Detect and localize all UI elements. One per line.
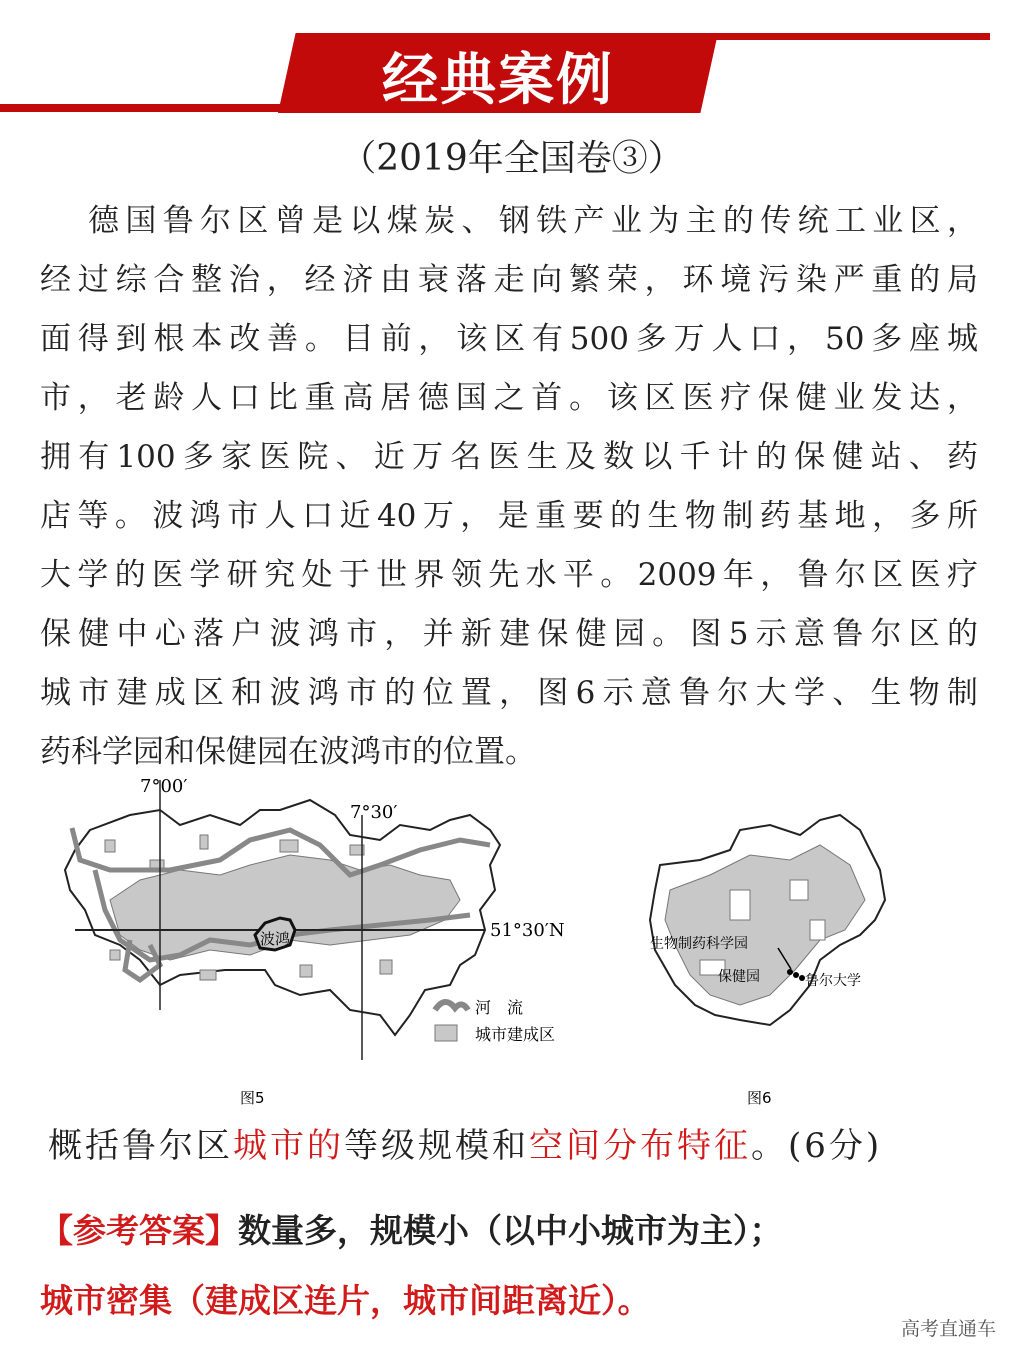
answer-tag: 【参考答案】 bbox=[40, 1211, 238, 1250]
passage-line: 药科学园和保健园在波鸿市的位置。 bbox=[40, 734, 536, 770]
passage-line: 大学的医学研究处于世界领先水平。2009年，鲁尔区医疗 bbox=[40, 557, 978, 593]
university-label: 鲁尔大学 bbox=[805, 973, 861, 989]
passage-line: 德国鲁尔区曾是以煤炭、钢铁产业为主的传统工业区， bbox=[88, 203, 978, 239]
figure-6-caption: 图6 bbox=[747, 1089, 772, 1107]
health-park-marker bbox=[787, 969, 793, 975]
passage-line: 经过综合整治，经济由衰落走向繁荣，环境污染严重的局 bbox=[40, 262, 978, 298]
exam-source: （2019年全国卷③） bbox=[340, 138, 684, 179]
answer-text: 数量多，规模小（以中小城市为主）； bbox=[238, 1211, 783, 1250]
passage-line: 保健中心落户波鸿市，并新建保健园。图5示意鲁尔区的 bbox=[40, 616, 978, 652]
legend-urban-label: 城市建成区 bbox=[475, 1025, 556, 1044]
lon-label-7-00: 7°00′ bbox=[140, 776, 188, 797]
lon-label-7-30: 7°30′ bbox=[350, 802, 398, 823]
bochum-label: 波鸿 bbox=[260, 930, 291, 948]
biopark-marker bbox=[793, 972, 799, 978]
question-highlight: 空间分布特征 bbox=[529, 1126, 751, 1166]
question bbox=[48, 1118, 882, 1167]
page-title: 经典案例 bbox=[382, 48, 614, 113]
passage-line: 拥有100多家医院、近万名医生及数以千计的保健站、药 bbox=[40, 439, 978, 475]
passage-line: 面得到根本改善。目前，该区有500多万人口，50多座城 bbox=[40, 321, 978, 357]
banner-line-right bbox=[700, 33, 990, 40]
passage-line: 市，老龄人口比重高居德国之首。该区医疗保健业发达， bbox=[40, 380, 978, 416]
passage-line: 店等。波鸿市人口近40万，是重要的生物制药基地，多所 bbox=[40, 498, 978, 534]
biopark-label: 生物制药科学园 bbox=[650, 936, 748, 952]
figure-5-map bbox=[65, 776, 565, 1107]
passage bbox=[40, 192, 978, 782]
banner-line-left bbox=[0, 104, 290, 112]
passage-line: 城市建成区和波鸿市的位置，图6示意鲁尔大学、生物制 bbox=[40, 675, 978, 711]
question-text: 。(6分) bbox=[751, 1126, 883, 1166]
question-highlight: 城市的 bbox=[233, 1126, 344, 1166]
answer-line-2: 城市密集（建成区连片，城市间距离近）。 bbox=[40, 1281, 651, 1320]
lat-label: 51°30′N bbox=[490, 920, 565, 941]
figure-6-map bbox=[650, 815, 885, 1107]
question-text: 等级规模和 bbox=[344, 1126, 529, 1166]
figures bbox=[50, 770, 950, 1110]
figure-5-caption: 图5 bbox=[240, 1089, 265, 1107]
legend-river-label: 河 流 bbox=[475, 998, 524, 1017]
watermark: 高考直通车 bbox=[900, 1318, 996, 1340]
question-text: 概括鲁尔区 bbox=[48, 1126, 233, 1166]
health-park-label: 保健园 bbox=[718, 969, 760, 985]
answer-line-1 bbox=[40, 1205, 783, 1252]
legend-river-icon bbox=[435, 1002, 468, 1010]
legend-urban-icon bbox=[435, 1025, 457, 1041]
